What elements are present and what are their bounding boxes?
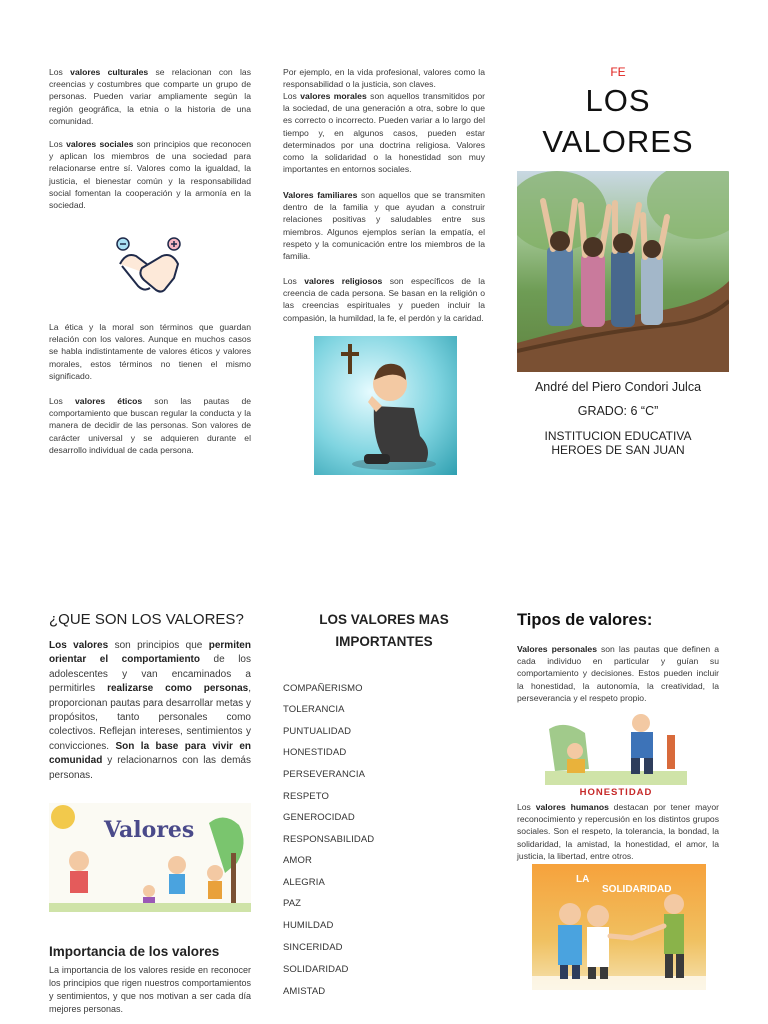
value-item: PERSEVERANCIA	[283, 769, 366, 780]
value-item: COMPAÑERISMO	[283, 683, 363, 694]
valores-illustration-text: Valores	[104, 817, 195, 843]
value-item: PAZ	[283, 898, 302, 909]
honesty-illustration-label: HONESTIDAD	[579, 787, 653, 798]
what-are-values-heading: ¿QUE SON LOS VALORES?	[49, 611, 244, 628]
social-values-paragraph: Los valores sociales son principios que reconocen y aplican los miembros de una sociedad para relacionarse entre sí. Valores como la igualdad, la justicia, el bienestar común y la responsabilidad social fomentan la cooperación y la armonía en la sociedad.	[49, 139, 251, 211]
school-name-line2: HEROES DE SAN JUAN	[551, 443, 685, 457]
school-name-line1: INSTITUCION EDUCATIVA	[544, 429, 692, 443]
value-item: HUMILDAD	[283, 920, 334, 931]
value-item: SINCERIDAD	[283, 942, 343, 953]
value-item: ALEGRIA	[283, 877, 325, 888]
value-item: AMISTAD	[283, 986, 326, 997]
what-are-values-paragraph: Los valores son principios que permiten orientar el comportamiento de los adolescentes y van encaminados a permitirles realizarse como personas, proporcionan pautas para desarrollar metas y propósitos, tanto personales como colectivos. Reflejan intereses, sentimientos y convicciones. Son la base para vivir en comunidad y relacionarnos con las demás personas.	[49, 640, 251, 781]
most-important-heading-line1: LOS VALORES MAS	[319, 612, 449, 627]
value-item: HONESTIDAD	[283, 747, 347, 758]
cover-title-line2: VALORES	[542, 124, 694, 159]
cultural-values-paragraph: Los valores culturales se relacionan con las creencias y costumbres que comparte un grupo de personas. Pueden variar ampliamente según la región geográfica, la etnia o la historia de una comunidad.	[49, 67, 251, 126]
valores-illustration	[49, 803, 251, 912]
personal-values-paragraph: Valores personales son las pautas que definen a cada individuo en particular y guían su comportamiento y decisiones. Estos pueden incluir la honestidad, la autonomía, la creatividad, la perseverancia y el respeto propio.	[517, 644, 719, 703]
solidarity-label-2: SOLIDARIDAD	[602, 884, 672, 895]
solidarity-illustration	[532, 864, 706, 990]
importance-heading: Importancia de los valores	[49, 944, 220, 959]
most-important-values-heading	[283, 609, 485, 653]
importance-paragraph: La importancia de los valores reside en reconocer los principios que rigen nuestros comportamientos y sentimientos, y que nos motivan a ser cada día mejores personas.	[49, 965, 251, 1014]
handshake-icon	[112, 234, 186, 302]
value-item: AMOR	[283, 855, 312, 866]
human-values-paragraph: Los valores humanos destacan por tener mayor reconocimiento y repercusión en los distintos grupos sociales. Son el respeto, la tolerancia, la bondad, la solidaridad, la amistad, la honestidad, el amor, la justicia, la libertad, entre otros.	[517, 802, 719, 861]
fe-label: FE	[610, 65, 626, 79]
value-item: PUNTUALIDAD	[283, 726, 352, 737]
value-item: RESPONSABILIDAD	[283, 834, 375, 845]
ethical-values-paragraph: Los valores éticos son las pautas de comportamiento que buscan regular la conducta y la manera de decidir de las personas. Son valores de carácter universal y se adquieren durante el desarrollo individual de cada persona.	[49, 396, 251, 455]
children-raising-arms-photo	[517, 171, 729, 372]
cover-title	[517, 80, 719, 162]
grade-label: GRADO: 6 “C”	[577, 404, 659, 418]
solidarity-label-1: LA	[576, 874, 590, 885]
religious-values-paragraph: Los valores religiosos son específicos de la creencia de cada persona. Se basan en la religión o las creencias espirituales y pueden incluir la compasión, la humildad, la fe, el perdón y la caridad.	[283, 276, 485, 323]
family-values-paragraph: Valores familiares son aquellos que se transmiten dentro de la familia y que ayudan a construir relaciones positivas y saludables entre sus miembros. Algunos ejemplos serían la empatía, el respeto y la comunicación entre los miembros de la familia.	[283, 190, 486, 262]
types-of-values-heading: Tipos de valores:	[517, 611, 653, 629]
honesty-illustration	[545, 709, 687, 799]
author-name: André del Piero Condori Julca	[534, 380, 702, 394]
ethics-morals-paragraph: La ética y la moral son términos que guardan relación con los valores. Aunque en muchos casos se habla indistintamente de valores éticos y valores morales, estos términos no tienen el mismo significado.	[49, 322, 251, 381]
most-important-heading-line2: IMPORTANTES	[335, 634, 433, 649]
cover-title-line1: LOS	[585, 83, 651, 118]
value-item: SOLIDARIDAD	[283, 964, 349, 975]
value-item: TOLERANCIA	[283, 704, 345, 715]
value-item: RESPETO	[283, 791, 329, 802]
moral-values-paragraph: Los valores morales son aquellos transmitidos por la sociedad, de una generación a otra, sobre lo que es correcto o incorrecto. Pueden variar a lo largo del tiempo y, en algunos casos, pueden estar determinados por una doctrina religiosa. Valores como la solidaridad o la honestidad son muy importantes en entornos sociales.	[283, 91, 485, 175]
school-name	[517, 429, 719, 457]
professional-example-paragraph: Por ejemplo, en la vida profesional, valores como la responsabilidad o la justicia, son claves.	[283, 67, 485, 90]
praying-child-image	[314, 336, 457, 475]
value-item: GENEROCIDAD	[283, 812, 355, 823]
